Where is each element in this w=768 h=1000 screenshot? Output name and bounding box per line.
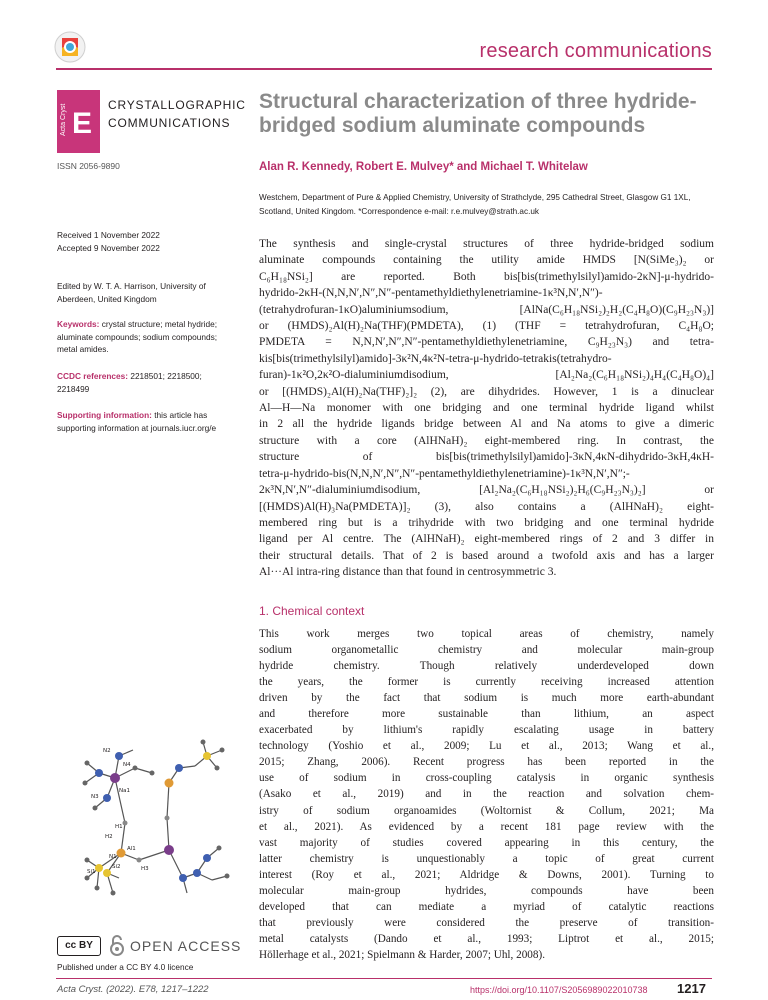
abstract-line: structure of bis[bis(trimethylsilyl)amido]-3κN,4κN-dihydrido-3κH,4κH- <box>259 451 714 464</box>
body-line: sodium organometallic chemistry and molecular main-group <box>259 644 714 657</box>
body-line: exacerbated by lithium's rapidly escalating usage in battery <box>259 724 714 737</box>
authors: Alan R. Kennedy, Robert E. Mulvey* and Michael T. Whitelaw <box>259 161 588 173</box>
abstract-line: in 2 all the hydride ligands bridge between Al and Na atoms to give a dimeric <box>259 418 714 431</box>
ccdc-label: CCDC references: <box>57 371 129 381</box>
abstract-line: Al—H—Na monomer with one bridging and one terminal hydride ligand whilst <box>259 402 714 415</box>
abstract-line: aluminate compounds containing the utility amide HMDS [N(SiMe₃)₂ or <box>259 254 714 267</box>
body-line: et al., 2021). As evidenced by a recent 181 page review with the <box>259 820 714 833</box>
abstract-line: Al···Al intra-ring distance than that found in centrosymmetric 3. <box>259 566 557 579</box>
body-line: This work merges two topical areas of chemistry, namely <box>259 628 714 640</box>
keywords-label: Keywords: <box>57 319 100 329</box>
atom-label: N3 <box>91 794 99 800</box>
abstract-line: or (HMDS)₂Al(H)₂Na(THF)(PMDETA), (1) (THF = tetrahydrofuran, C₄H₈O; <box>259 320 714 333</box>
article-title <box>259 90 719 138</box>
section-label: research communications <box>479 40 712 62</box>
body-line: interest (Roy et al., 2021; Aldridge & Downs, 2001). Turning to <box>259 868 714 881</box>
atom-label: N4 <box>123 762 131 768</box>
issn: ISSN 2056-9890 <box>57 161 120 171</box>
open-access-lock-icon <box>108 934 126 956</box>
abstract-line: structure with a core (AlHNaH)₂ eight-membered ring. In contrast, the <box>259 434 714 447</box>
atom-label: N2 <box>103 748 111 754</box>
journal-citation: Acta Cryst. (2022). E78, 1217–1222 <box>57 984 209 995</box>
received-date: Received 1 November 2022 <box>57 230 160 240</box>
body-line: that previously were considered the preserve of transition- <box>259 916 714 929</box>
body-line: molecular main-group hydrides, compounds have been <box>259 884 714 897</box>
atom-label: H2 <box>105 834 113 840</box>
body-line: the years, the former is currently receiving increased attention <box>259 676 714 689</box>
atom-label: H3 <box>141 866 149 872</box>
body-line: (Asako et al., 2019) and in the reaction and solvation chem- <box>259 788 714 801</box>
body-line: technology (Yoshio et al., 2009; Lu et al., 2013; Wang et al., <box>259 740 714 753</box>
abstract-line: tetra-μ-hydrido-bis(N,N,N′,N″,N″-pentamethyldiethylenetriamine)-1κ³N,N′,N″;- <box>259 467 630 480</box>
journal-name-line1: CRYSTALLOGRAPHIC <box>108 98 246 112</box>
abstract-line: their structural details. That of 2 is based around a twofold axis and has a larger <box>259 549 714 562</box>
body-line: 2015; Zhang, 2006). Recent progress has been reported in the <box>259 756 714 769</box>
ccdc-references <box>57 370 232 395</box>
abstract-line: [(HMDS)Al(H)₃Na(PMDETA)]₂ (3), also contains a (AlHNaH)₂ eight- <box>259 500 714 513</box>
body-line: Höllerhage et al., 2021; Spielmann & Harder, 2007; Uhl, 2008). <box>259 948 546 961</box>
atom-label: N1 <box>109 854 117 860</box>
body-line: hydride chemistry. Though relatively underdeveloped down <box>259 660 714 673</box>
header-rule <box>56 68 712 70</box>
body-line: driven by the fact that sodium is much more earth-abundant <box>259 692 714 705</box>
body-line: metal catalysts (Dando et al., 1993; Liptrot et al., 2015; <box>259 932 714 945</box>
body-line: istry of sodium organoamides (Woltornist & Collum, 2021; Ma <box>259 804 714 817</box>
body-line: latter chemistry is unquestionably a topic of great current <box>259 852 714 865</box>
doi-link[interactable]: https://doi.org/10.1107/S2056989022010738 <box>470 985 648 995</box>
abstract-line: 2κ³N,N′,N″-dialuminiumdisodium, [Al₂Na₂(C₆H₁₈NSi₂)₂H₆(C₉H₂₃N₃)₂] or <box>259 484 714 497</box>
body-line: use of sodium in cross-coupling catalysis in organic synthesis <box>259 772 714 785</box>
body-line: and therefore more sustainable than lithium, an aspect <box>259 708 714 721</box>
title-line: bridged sodium aluminate compounds <box>259 114 646 137</box>
affiliation-line: Westchem, Department of Pure & Applied Chemistry, University of Strathclyde, 295 Cathedral Street, Glasgow G1 1XL, <box>259 193 691 202</box>
atom-label: Si1 <box>87 869 96 875</box>
abstract-line: C₆H₁₈NSi₂] are reported. Both bis[bis(trimethylsilyl)amido-2κN]-μ-hydrido- <box>259 270 714 283</box>
supporting-text: this article has supporting information at journals.iucr.org/e <box>57 410 217 433</box>
accepted-date: Accepted 9 November 2022 <box>57 243 160 253</box>
body-line: developed that can mediate a myriad of catalytic reactions <box>259 900 714 913</box>
affiliation-line: Scotland, United Kingdom. *Correspondence e-mail: r.e.mulvey@strath.ac.uk <box>259 207 539 216</box>
abstract-line: (tetrahydrofuran-1κO)aluminiumsodium, [AlNa(C₆H₁₈NSi₂)₂H₂(C₄H₈O)(C₉H₂₃N₃)] <box>259 303 714 316</box>
supporting-label: Supporting information: <box>57 410 152 420</box>
abstract-line: or [(HMDS)₂Al(H)₂Na(THF)₂]₂ (2), are dihydrides. However, 1 is a dinuclear <box>259 385 714 398</box>
abstract-line: hydrido-2κH-(N,N,N′,N″,N″-pentamethyldiethylenetriamine-1κ³N,N′,N″)- <box>259 287 603 300</box>
keywords <box>57 318 232 356</box>
logo-vertical-text: Acta Cryst <box>60 103 67 136</box>
edited-by: Edited by W. T. A. Harrison, University of Aberdeen, United Kingdom <box>57 281 206 304</box>
logo-letter: E <box>72 107 93 140</box>
abstract-line: membered ring but is a trihydride with two bridging and one terminal hydride <box>259 516 714 529</box>
cc-by-badge[interactable]: cc BY <box>57 936 101 956</box>
atom-label: H1 <box>115 824 123 830</box>
abstract-line: furan)-1κ²O,2κ²O-dialuminiumdisodium, [Al₂Na₂(C₆H₁₈NSi₂)₄H₄(C₄H₈O)₄] <box>259 369 714 382</box>
abstract-line: PMDETA = N,N,N′,N″,N″-pentamethyldiethylenetriamine, C₉H₂₃N₃) and tetra- <box>259 336 714 349</box>
title-line: Structural characterization of three hydride- <box>259 90 697 113</box>
abstract-line: kis[bis(trimethylsilyl)amido]-3κ²N,4κ²N-tetra-μ-hydrido-tetrakis(tetrahydro- <box>259 352 612 365</box>
ccdc-text: 2218501; 2218500; 2218499 <box>57 371 202 394</box>
open-access-text: OPEN ACCESS <box>130 938 242 954</box>
abstract-line: The synthesis and single-crystal structures of three hydride-bridged sodium <box>259 238 714 250</box>
abstract <box>259 236 714 581</box>
licence-text: Published under a CC BY 4.0 licence <box>57 962 194 972</box>
footer-rule <box>56 978 712 979</box>
keywords-text: crystal structure; metal hydride; aluminate compounds; sodium compounds; metal amides. <box>57 319 218 354</box>
body-line: vast majority of studies covered appearing in this century, the <box>259 836 714 849</box>
abstract-line: ligand per Al centre. The (AlHNaH)₂ eight-membered rings of 2 and 3 differ in <box>259 533 714 546</box>
section-heading: 1. Chemical context <box>259 604 365 618</box>
atom-label: Al1 <box>127 846 136 852</box>
page-number: 1217 <box>677 981 706 996</box>
atom-label: Si2 <box>112 864 121 870</box>
atom-label: Na1 <box>119 788 130 794</box>
molecular-structure-figure <box>57 728 245 908</box>
crossmark-icon[interactable] <box>53 30 87 64</box>
supporting-information <box>57 409 232 434</box>
section-body <box>259 626 714 963</box>
journal-name-line2: COMMUNICATIONS <box>108 116 231 130</box>
affiliation <box>259 191 714 219</box>
